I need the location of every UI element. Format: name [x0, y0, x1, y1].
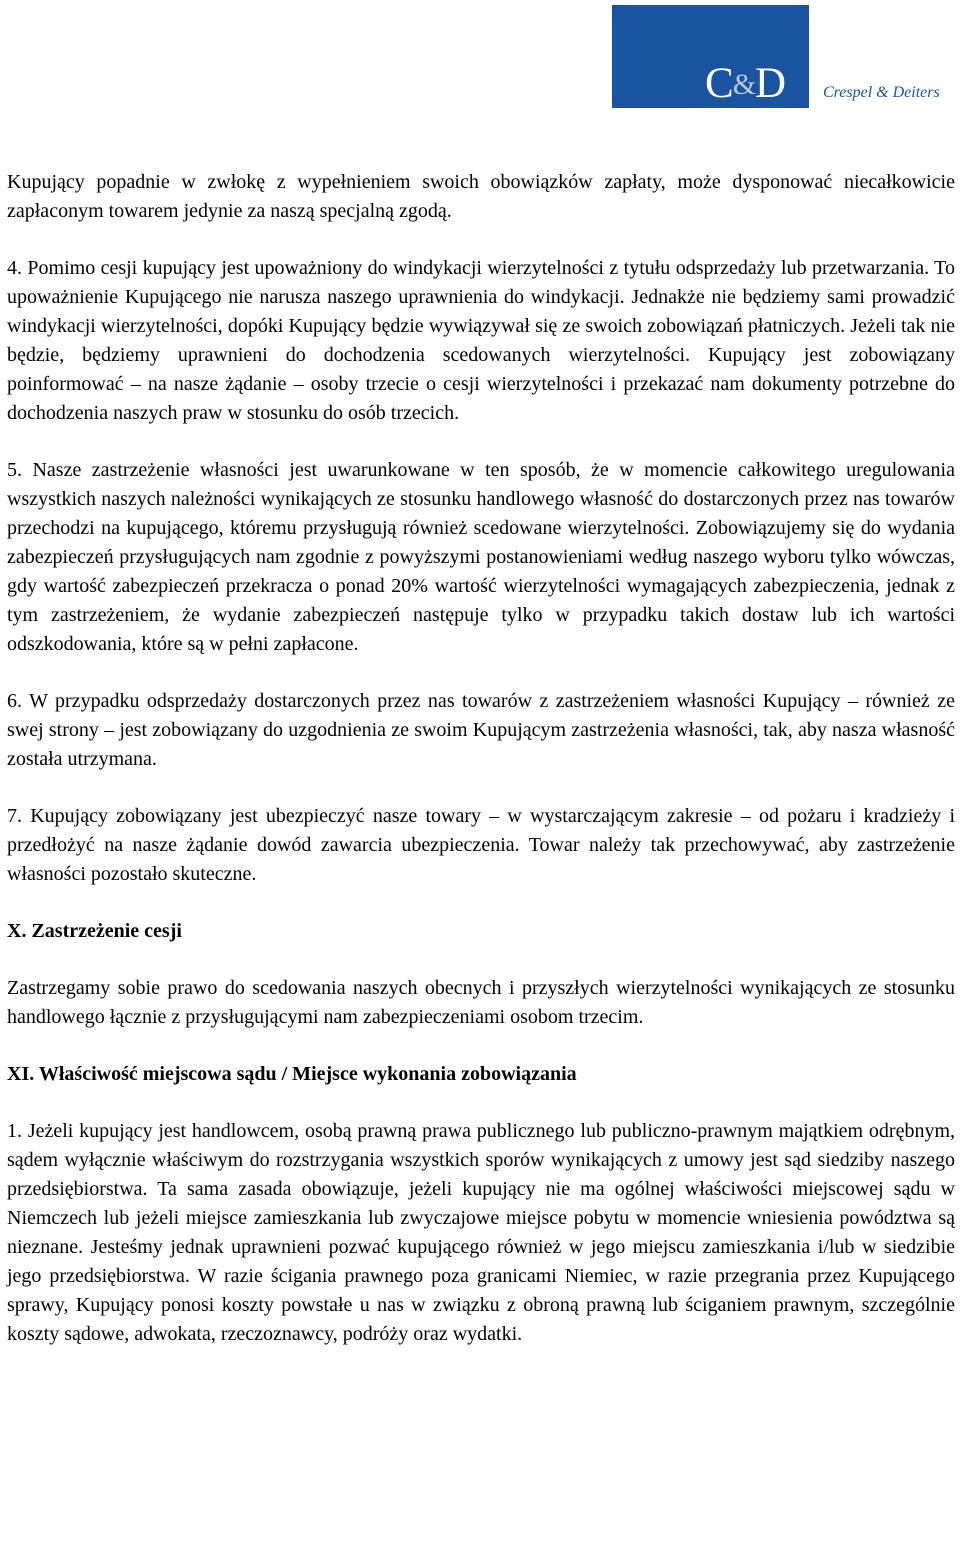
- paragraph-4-debt-collection: 4. Pomimo cesji kupujący jest upoważniony do windykacji wierzytelności z tytułu odsprzedaży lub przetwarzania. To upoważnienie Kupującego nie narusza naszego uprawnienia do windykacji. Jednakże nie będziemy sami prowadzić windykacji wierzytelności, dopóki Kupujący będzie wywiązywał się ze swoich zobowiązań płatniczych. Jeżeli tak nie będzie, będziemy uprawnieni do dochodzenia scedowanych wierzytelności. Kupujący jest zobowiązany poinformować – na nasze żądanie – osoby trzecie o cesji wierzytelności i przekazać nam dokumenty potrzebne do dochodzenia naszych praw w stosunku do osób trzecich.: [7, 257, 955, 424]
- logo-mark-amp: &: [732, 68, 756, 101]
- paragraph-1-jurisdiction: 1. Jeżeli kupujący jest handlowcem, osobą prawną prawa publicznego lub publiczno-prawnym majątkiem odrębnym, sądem wyłącznie właściwym do rozstrzygania wszystkich sporów wynikających z umowy jest sąd siedziby naszego przedsiębiorstwa. Ta sama zasada obowiązuje, jeżeli kupujący nie ma ogólnej właściwości miejscowej sądu w Niemczech lub jeżeli miejsce zamieszkania lub zwyczajowe miejsce pobytu w momencie wniesienia powództwa są nieznane. Jesteśmy jednak uprawnieni pozwać kupującego również w jego miejscu zamieszkania i/lub w siedzibie jego przedsiębiorstwa. W razie ścigania prawnego poza granicami Niemiec, w razie przegrania przez Kupującego sprawy, Kupujący ponosi koszty powstałe u nas w związku z obroną prawną lub ściganiem prawnym, szczególnie koszty sądowe, adwokata, rzeczoznawcy, podróży oraz wydatki.: [7, 1120, 955, 1345]
- paragraph-7-insurance: 7. Kupujący zobowiązany jest ubezpieczyć nasze towary – w wystarczającym zakresie – od pożaru i kradzieży i przedłożyć na nasze żądanie dowód zawarcia ubezpieczenia. Towar należy tak przechowywać, aby zastrzeżenie własności pozostało skuteczne.: [7, 805, 955, 885]
- logo-mark: [705, 62, 785, 106]
- document-body: [7, 168, 955, 1349]
- paragraph-payment-delay: Kupujący popadnie w zwłokę z wypełnieniem swoich obowiązków zapłaty, może dysponować niecałkowicie zapłaconym towarem jedynie za naszą specjalną zgodą.: [7, 171, 955, 222]
- paragraph-5-retention-of-title: 5. Nasze zastrzeżenie własności jest uwarunkowane w ten sposób, że w momencie całkowitego uregulowania wszystkich naszych należności wynikających ze stosunku handlowego własność do dostarczonych przez nas towarów przechodzi na kupującego, któremu przysługują również scedowane wierzytelności. Zobowiązujemy się do wydania zabezpieczeń przysługujących nam zgodnie z powyższymi postanowieniami według naszego wyboru tylko wówczas, gdy wartość zabezpieczeń przekracza o ponad 20% wartość wierzytelności wymagających zabezpieczenia, jednak z tym zastrzeżeniem, że wydanie zabezpieczeń następuje tylko w przypadku takich dostaw lub ich wartości odszkodowania, które są w pełni zapłacone.: [7, 459, 955, 655]
- logo-mark-c: C: [705, 60, 733, 107]
- logo-company-name: Crespel & Deiters: [823, 84, 940, 101]
- paragraph-assignment-reservation: Zastrzegamy sobie prawo do scedowania naszych obecnych i przyszłych wierzytelności wynikających ze stosunku handlowego łącznie z przysługującymi nam zabezpieczeniami osobom trzecim.: [7, 977, 955, 1028]
- logo-mark-d: D: [755, 60, 786, 107]
- section-heading-xi: XI. Właściwość miejscowa sądu / Miejsce wykonania zobowiązania: [7, 1063, 577, 1085]
- section-heading-x: X. Zastrzeżenie cesji: [7, 920, 182, 942]
- paragraph-6-resale: 6. W przypadku odsprzedaży dostarczonych przez nas towarów z zastrzeżeniem własności Kupujący – również ze swej strony – jest zobowiązany do uzgodnienia ze swoim Kupującym zastrzeżenia własności, tak, aby nasza własność została utrzymana.: [7, 690, 955, 770]
